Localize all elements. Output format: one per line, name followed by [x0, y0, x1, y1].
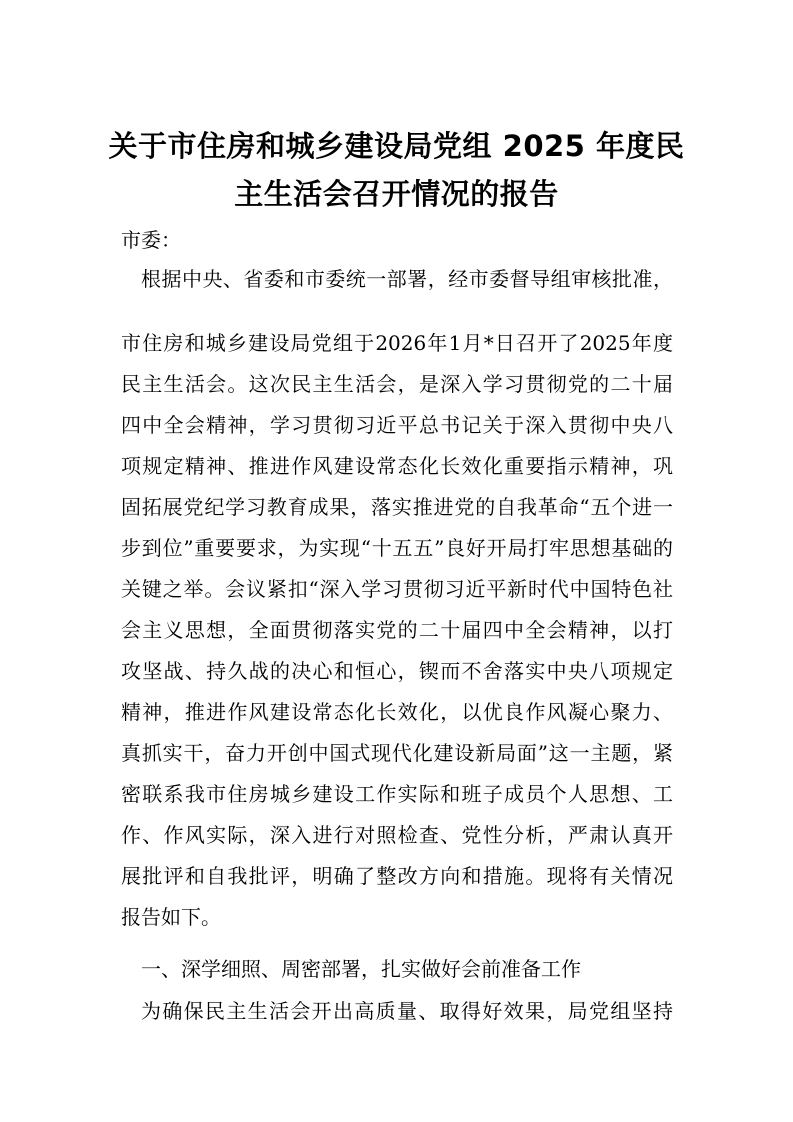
paragraph-line: 市住房和城乡建设局党组于2026年1月*日召开了2025年度 [121, 331, 673, 355]
paragraph-line: 密联系我市住房城乡建设工作实际和班子成员个人思想、工 [121, 782, 673, 806]
salutation: 市委： [121, 228, 181, 252]
document-title-line-2: 主生活会召开情况的报告 [234, 177, 559, 211]
paragraph-line: 精神，推进作风建设常态化长效化，以优良作风凝心聚力、 [121, 700, 673, 724]
paragraph-line: 为确保民主生活会开出高质量、取得好效果，局党组坚持 [141, 999, 673, 1023]
paragraph-line: 展批评和自我批评，明确了整改方向和措施。现将有关情况 [121, 864, 673, 888]
section-heading: 一、深学细照、周密部署，扎实做好会前准备工作 [141, 957, 581, 981]
paragraph-line: 关键之举。会议紧扣“深入学习贯彻习近平新时代中国特色社 [121, 577, 673, 601]
paragraph-line: 攻坚战、持久战的决心和恒心，锲而不舍落实中央八项规定 [121, 659, 673, 683]
paragraph-line: 报告如下。 [121, 905, 221, 929]
paragraph-line: 项规定精神、推进作风建设常态化长效化重要指示精神，巩 [121, 454, 673, 478]
paragraph-line: 步到位”重要要求，为实现“十五五”良好开局打牢思想基础的 [121, 536, 673, 560]
paragraph-line: 固拓展党纪学习教育成果，落实推进党的自我革命“五个进一 [121, 495, 673, 519]
paragraph-line: 根据中央、省委和市委统一部署，经市委督导组审核批准， [141, 267, 673, 291]
paragraph-line: 真抓实干，奋力开创中国式现代化建设新局面”这一主题，紧 [121, 741, 673, 765]
document-title-line-1: 关于市住房和城乡建设局党组 2025 年度民 [108, 129, 685, 163]
paragraph-line: 会主义思想，全面贯彻落实党的二十届四中全会精神，以打 [121, 618, 673, 642]
paragraph-line: 作、作风实际，深入进行对照检查、党性分析，严肃认真开 [121, 823, 673, 847]
paragraph-line: 四中全会精神，学习贯彻习近平总书记关于深入贯彻中央八 [121, 413, 673, 437]
paragraph-line: 民主生活会。这次民主生活会，是深入学习贯彻党的二十届 [121, 372, 673, 396]
